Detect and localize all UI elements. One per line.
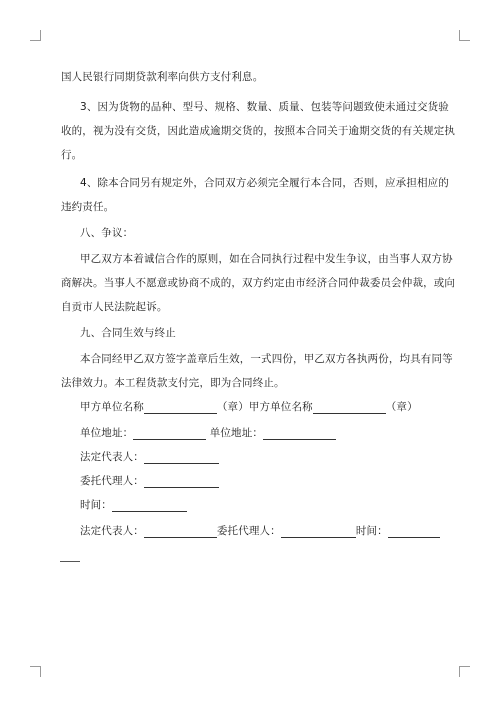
section-9-heading: 九、合同生效与终止 bbox=[80, 327, 176, 339]
legal-rep-label-2: 法定代表人： bbox=[80, 525, 144, 537]
effect-line-1: 本合同经甲乙双方签字盖章后生效，一式四份，甲乙双方各执两份，均具有同等 bbox=[80, 353, 453, 365]
party-a-name-label: 甲方单位名称 bbox=[80, 401, 144, 413]
clause-3-line-3: 行。 bbox=[61, 149, 83, 161]
agent-row bbox=[80, 474, 219, 488]
party-a-name-blank[interactable] bbox=[144, 402, 217, 414]
clause-3-line-1: 3、因为货物的品种、型号、规格、数量、质量、包装等问题致使未通过交货验 bbox=[80, 101, 449, 113]
address-blank-2[interactable] bbox=[263, 428, 336, 440]
effect-line-2: 法律效力。本工程货款支付完，即为合同终止。 bbox=[61, 377, 285, 389]
time-label: 时间： bbox=[80, 499, 112, 511]
dispute-line-1: 甲乙双方本着诚信合作的原则，如在合同执行过程中发生争议，由当事人双方协 bbox=[80, 253, 453, 265]
dispute-line-2: 商解决。当事人不愿意或协商不成的，双方约定由市经济合同仲裁委员会仲裁，或向 bbox=[61, 277, 456, 289]
agent-blank-2[interactable] bbox=[281, 526, 356, 538]
seal-label-2: （章） bbox=[385, 401, 418, 413]
paragraph-line: 国人民银行同期贷款利率向供方支付利息。 bbox=[61, 71, 264, 83]
time-blank-2[interactable] bbox=[388, 526, 440, 538]
party-a-name-label-2: 甲方单位名称 bbox=[248, 401, 313, 413]
address-row bbox=[80, 426, 336, 440]
dispute-line-3: 自贡市人民法院起诉。 bbox=[61, 301, 168, 313]
final-signature-row bbox=[80, 524, 440, 538]
address-blank-1[interactable] bbox=[133, 428, 206, 440]
clause-4-line-1: 4、除本合同另有规定外，合同双方必须完全履行本合同，否则，应承担相应的 bbox=[80, 177, 449, 189]
clause-3-line-2: 收的，视为没有交货，因此造成逾期交货的，按照本合同关于逾期交货的有关规定执 bbox=[61, 125, 456, 137]
crop-mark-top-right bbox=[459, 30, 470, 41]
time-label-2: 时间： bbox=[355, 525, 388, 537]
time-blank[interactable] bbox=[112, 500, 187, 512]
agent-blank[interactable] bbox=[144, 476, 219, 488]
crop-mark-bottom-right bbox=[459, 666, 470, 677]
address-label-1: 单位地址： bbox=[80, 427, 134, 439]
agent-label-2: 委托代理人： bbox=[216, 525, 281, 537]
footnote-rule bbox=[60, 561, 80, 562]
party-a-name-blank-2[interactable] bbox=[313, 402, 386, 414]
legal-rep-blank[interactable] bbox=[144, 452, 219, 464]
legal-rep-label: 法定代表人： bbox=[80, 451, 144, 463]
legal-rep-row bbox=[80, 450, 219, 464]
address-label-2: 单位地址： bbox=[209, 427, 263, 439]
legal-rep-blank-2[interactable] bbox=[144, 526, 217, 538]
agent-label: 委托代理人： bbox=[80, 475, 144, 487]
section-8-heading: 八、争议： bbox=[80, 227, 134, 239]
crop-mark-top-left bbox=[30, 30, 41, 41]
crop-mark-bottom-left bbox=[30, 666, 41, 677]
party-name-row bbox=[80, 400, 418, 414]
clause-4-line-2: 违约责任。 bbox=[61, 201, 115, 213]
seal-label-1: （章） bbox=[216, 401, 249, 413]
time-row bbox=[80, 498, 187, 512]
